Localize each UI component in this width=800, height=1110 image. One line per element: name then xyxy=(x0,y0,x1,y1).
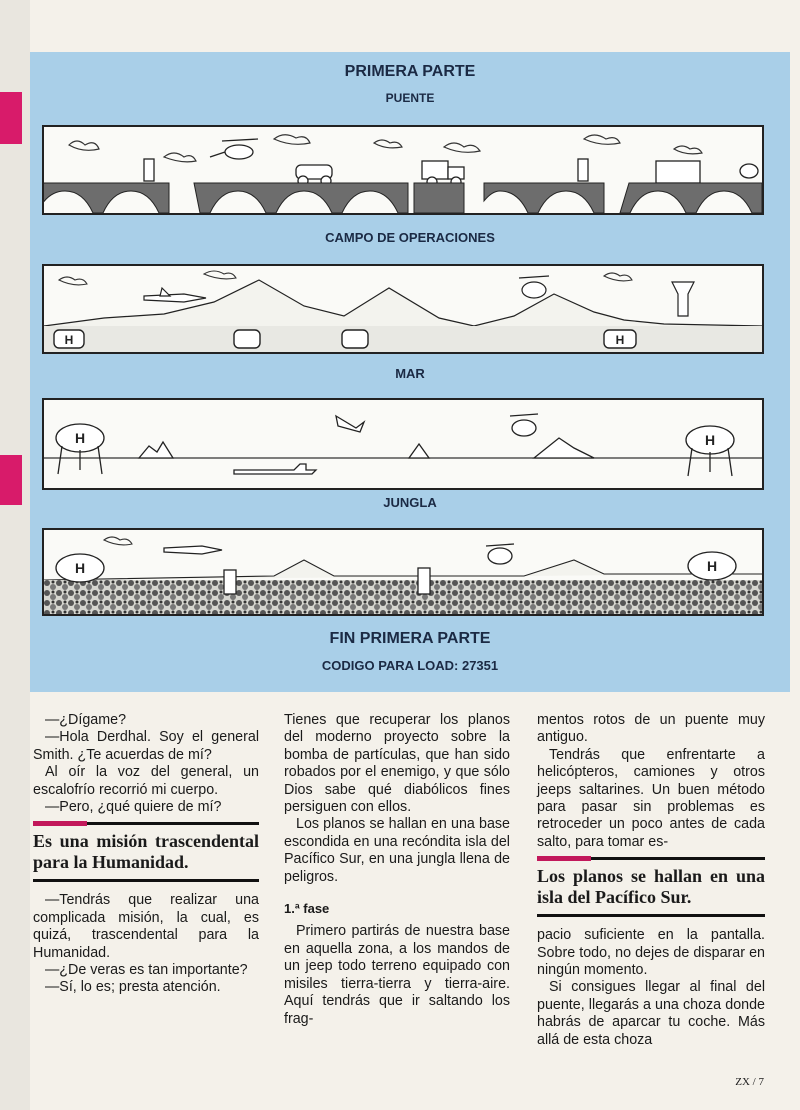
helipad-letter: H xyxy=(706,558,718,574)
paragraph: mentos rotos de un puente muy antiguo. xyxy=(537,712,765,746)
paragraph: —¿Dígame? xyxy=(45,712,127,728)
text-column-1 xyxy=(33,712,259,997)
paragraph: Primero partirás de nuestra base en aquella zona, a los mandos de un jeep todo terreno equipado con misiles tierra-tierra y tierra-aire. Aquí tendrás que ir saltando los frag- xyxy=(284,923,510,1027)
section-rule xyxy=(33,822,259,825)
pull-quote-headline: Es una misión trascendental para la Humanidad. xyxy=(33,831,259,873)
section-rule xyxy=(537,914,765,917)
text-column-2 xyxy=(284,712,510,1028)
load-code: CODIGO PARA LOAD: 27351 xyxy=(321,658,499,673)
paragraph: —Hola Derdhal. Soy el general Smith. ¿Te acuerdas de mí? xyxy=(33,729,259,763)
helipad-letter: H xyxy=(74,430,86,446)
section-rule xyxy=(33,879,259,882)
panel-title: PRIMERA PARTE xyxy=(344,63,476,80)
paragraph: Si consigues llegar al final del puente, llegarás a una choza donde habrás de aparcar tu coche. Más allá de esta choza xyxy=(537,979,765,1048)
section-label-jungla: JUNGLA xyxy=(383,495,437,510)
section-label-mar: MAR xyxy=(395,366,425,381)
page-folio: ZX / 7 xyxy=(735,1076,764,1088)
paragraph: pacio suficiente en la pantalla. Sobre todo, no dejes de disparar en ningún momento. xyxy=(537,927,765,979)
stage-strip-jungla xyxy=(42,528,764,616)
helipad-letter: H xyxy=(74,560,86,576)
paragraph: Tienes que recuperar los planos del moderno proyecto sobre la bomba de partículas, que han sido robados por el enemigo, y que sólo Dios sabe qué diabólicos fines persiguen con ellos. xyxy=(284,712,510,816)
color-tab-marker xyxy=(0,455,22,505)
stage-strip-mar xyxy=(42,398,764,490)
end-title: FIN PRIMERA PARTE xyxy=(329,630,491,647)
rule-accent xyxy=(33,821,87,826)
pull-quote-headline: Los planos se hallan en una isla del Pacífico Sur. xyxy=(537,866,765,908)
paragraph: —Tendrás que realizar una complicada misión, la cual, es quizá, trascendental para la Humanidad. xyxy=(33,892,259,961)
paragraph: —Sí, lo es; presta atención. xyxy=(45,979,221,996)
section-rule xyxy=(537,857,765,860)
section-label-campo: CAMPO DE OPERACIONES xyxy=(325,230,495,245)
paragraph: —Pero, ¿qué quiere de mí? xyxy=(45,799,222,816)
paragraph: Tendrás que enfrentarte a helicópteros, camiones y otros jeeps saltarines. Un buen método para pasar sin problemas es retroceder un poco antes de cada salto, para tomar es- xyxy=(537,746,765,850)
page-gutter xyxy=(0,0,30,1110)
game-map-panel xyxy=(30,52,790,692)
stage-strip-campo xyxy=(42,264,764,354)
stage-strip-puente xyxy=(42,125,764,215)
section-label-puente: PUENTE xyxy=(385,91,435,105)
paragraph: Los planos se hallan en una base escondida en una recóndita isla del Pacífico Sur, en una jungla llena de peligros. xyxy=(284,816,510,885)
helipad-letter: H xyxy=(615,333,625,347)
paragraph: —¿De veras es tan importante? xyxy=(45,962,248,979)
helipad-letter: H xyxy=(704,432,716,448)
color-tab-marker xyxy=(0,92,22,144)
helipad-letter: H xyxy=(64,333,74,347)
section-subhead: 1.ª fase xyxy=(284,901,330,917)
rule-accent xyxy=(537,856,591,861)
paragraph: Al oír la voz del general, un escalofrío recorrió mi cuerpo. xyxy=(33,764,259,798)
text-column-3 xyxy=(537,712,765,1049)
